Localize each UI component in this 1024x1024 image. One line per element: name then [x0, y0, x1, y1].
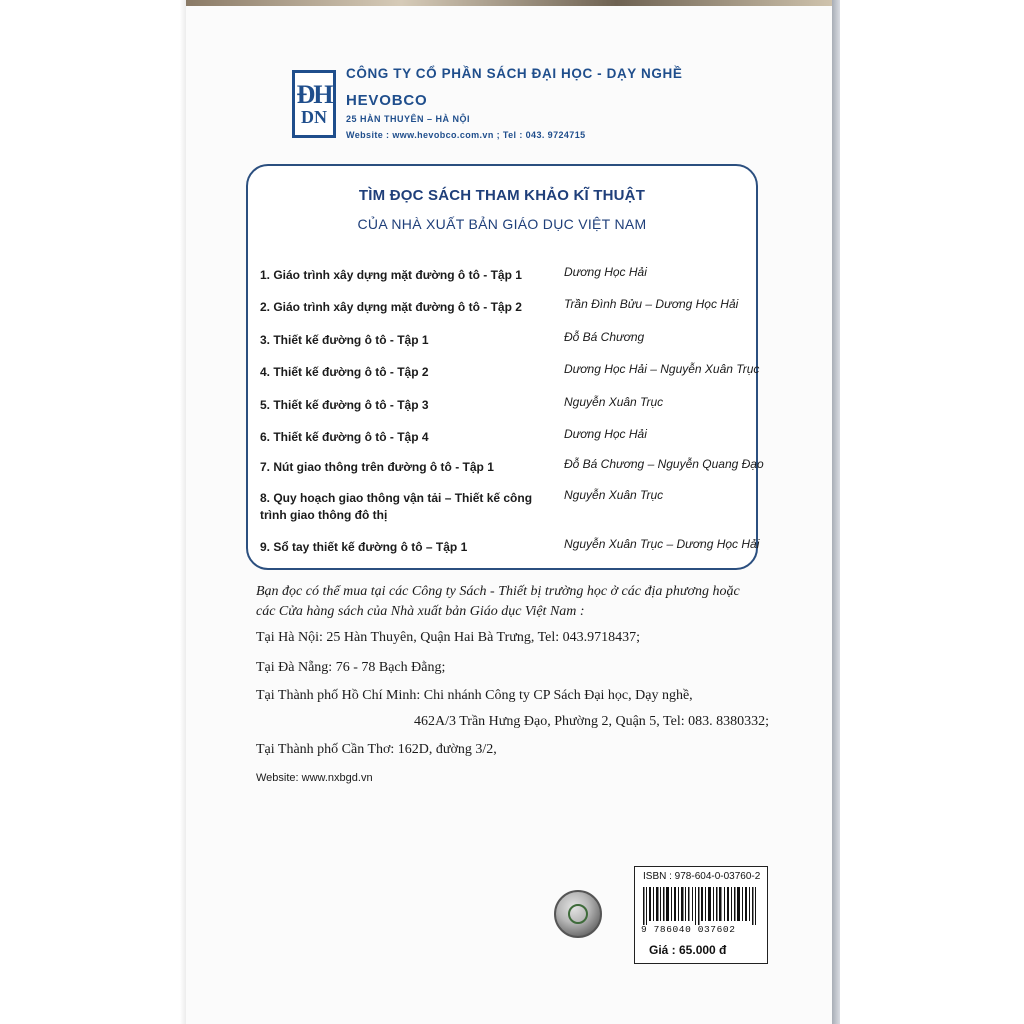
publisher-logo-bottom: DN [301, 107, 327, 127]
book-author: Đỗ Bá Chương [564, 330, 645, 344]
isbn-box [634, 866, 768, 964]
book-author: Dương Học Hải – Nguyễn Xuân Trục [564, 362, 760, 376]
book-title: 4. Thiết kế đường ô tô - Tập 2 [260, 365, 429, 379]
recommended-books-box [246, 164, 764, 570]
publisher-contact: Website : www.hevobco.com.vn ; Tel : 043. 9724715 [346, 130, 586, 140]
book-title: 3. Thiết kế đường ô tô - Tập 1 [260, 333, 429, 347]
distribution-website: Website: www.nxbgd.vn [256, 772, 373, 784]
publisher-company: CÔNG TY CỔ PHẦN SÁCH ĐẠI HỌC - DẠY NGHỀ [346, 66, 683, 81]
cover-left-shadow [180, 0, 186, 1024]
book-title: 5. Thiết kế đường ô tô - Tập 3 [260, 398, 429, 412]
address-hcm-cont: 462A/3 Trần Hưng Đạo, Phường 2, Quận 5, Tel: 083. 8380332; [414, 714, 770, 729]
book-author: Nguyễn Xuân Trục [564, 488, 664, 502]
book-title: 8. Quy hoạch giao thông vận tải – Thiết kế công trình giao thông đô thị [260, 491, 533, 522]
book-author: Trần Đình Bửu – Dương Học Hải [564, 297, 739, 311]
book-title: 7. Nút giao thông trên đường ô tô - Tập 1 [260, 460, 494, 474]
book-title: 1. Giáo trình xây dựng mặt đường ô tô - Tập 1 [260, 268, 522, 282]
barcode-digits: 9 786040 037602 [641, 924, 736, 935]
box-subtitle: CỦA NHÀ XUẤT BẢN GIÁO DỤC VIỆT NAM [357, 216, 647, 232]
book-title: 6. Thiết kế đường ô tô - Tập 4 [260, 430, 429, 444]
book-title: 2. Giáo trình xây dựng mặt đường ô tô - Tập 2 [260, 300, 522, 314]
book-author: Dương Học Hải [564, 265, 647, 279]
publisher-logo [292, 70, 336, 138]
barcode-icon [641, 887, 761, 925]
distribution-intro: Bạn đọc có thể mua tại các Công ty Sách - Thiết bị trường học ở các địa phương hoặc [256, 584, 740, 599]
address-hanoi: Tại Hà Nội: 25 Hàn Thuyên, Quận Hai Bà Trưng, Tel: 043.9718437; [256, 630, 641, 645]
address-hcm: Tại Thành phố Hồ Chí Minh: Chi nhánh Công ty CP Sách Đại học, Dạy nghề, [256, 688, 693, 703]
distribution-intro-cont: các Cửa hàng sách của Nhà xuất bản Giáo dục Việt Nam : [256, 604, 585, 619]
publisher-address: 25 HÀN THUYÊN – HÀ NỘI [346, 114, 471, 124]
book-author: Nguyễn Xuân Trục [564, 395, 664, 409]
seal-emblem [568, 904, 588, 924]
address-danang: Tại Đà Nẵng: 76 - 78 Bạch Đằng; [256, 660, 446, 675]
book-author: Đỗ Bá Chương – Nguyễn Quang Đạo [564, 457, 764, 471]
book-author: Dương Học Hải [564, 427, 647, 441]
address-cantho: Tại Thành phố Cần Thơ: 162D, đường 3/2, [256, 742, 497, 757]
publisher-logo-top: ĐH [296, 80, 332, 109]
cover-top-edge [186, 0, 832, 6]
book-author: Nguyễn Xuân Trục – Dương Học Hải [564, 537, 760, 551]
publisher-name: HEVOBCO [346, 92, 428, 109]
box-title: TÌM ĐỌC SÁCH THAM KHẢO KĨ THUẬT [358, 187, 646, 204]
hologram-seal-icon [554, 890, 602, 938]
cover-spine-edge [832, 0, 840, 1024]
book-title: 9. Sổ tay thiết kế đường ô tô – Tập 1 [260, 540, 468, 554]
isbn-label: ISBN : 978-604-0-03760-2 [643, 871, 761, 882]
price-label: Giá : 65.000 đ [649, 943, 727, 957]
